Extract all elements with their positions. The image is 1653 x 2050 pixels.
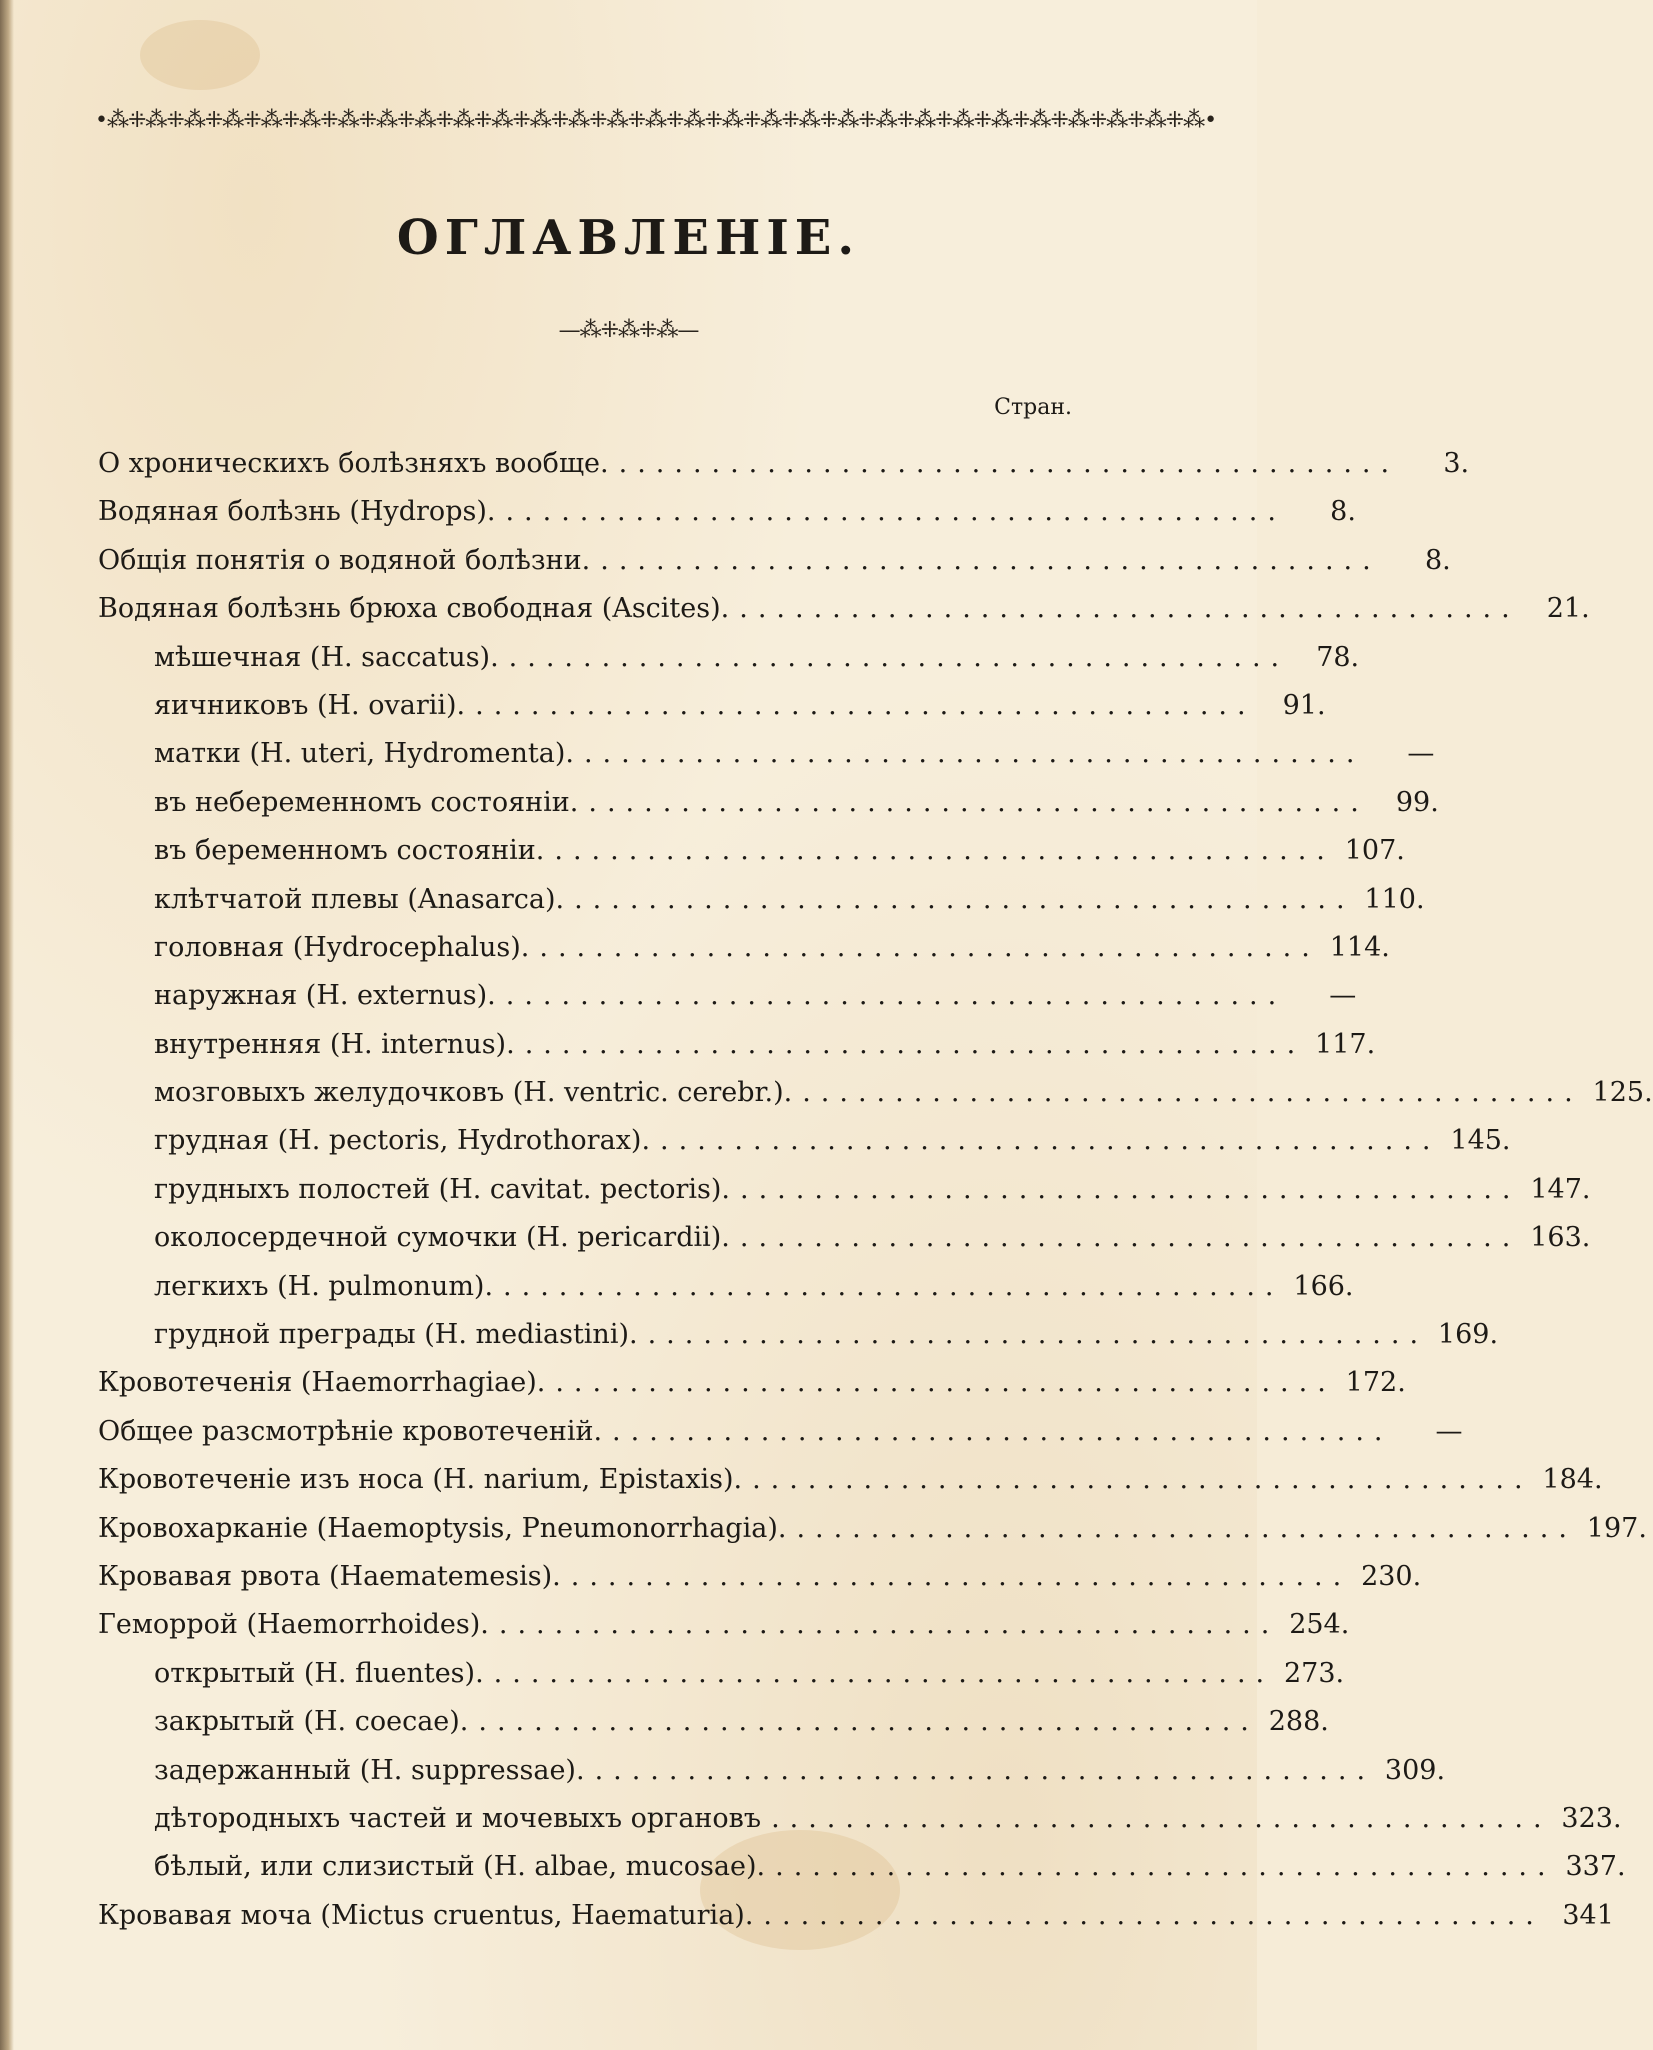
toc-entry <box>98 1795 1622 1843</box>
toc-entry-page: 166. <box>1293 1270 1354 1302</box>
toc-entry <box>98 924 1390 972</box>
toc-entry-title: Кровавая рвота (Haematemesis). <box>98 1560 561 1592</box>
toc-entry <box>98 730 1435 778</box>
title-ornament: —⁂⁜⁂⁜⁂— <box>558 318 699 343</box>
toc-entry <box>98 1021 1376 1069</box>
toc-entry <box>98 440 1470 488</box>
toc-entry-page: 163. <box>1530 1222 1591 1254</box>
toc-entry-title: открытый (H. fluentes). <box>154 1657 484 1689</box>
toc-entry-title: въ беременномъ состояніи. <box>154 835 545 867</box>
toc-entry <box>98 1650 1345 1698</box>
toc-entry-title: головная (Hydrocephalus). <box>154 931 530 963</box>
toc-entry <box>98 1408 1463 1456</box>
leader-dots: .......................................... <box>660 1125 1441 1157</box>
toc-entry <box>98 1698 1329 1746</box>
leader-dots: .......................................... <box>752 1464 1533 1496</box>
toc-entry-title: Общія понятія о водяной болѣзни. <box>98 544 591 576</box>
toc-entry-page: 147. <box>1530 1173 1591 1205</box>
toc-entry-title: яичниковъ (H. ovarii). <box>154 689 466 721</box>
toc-entry <box>98 1505 1647 1553</box>
toc-entry <box>98 1263 1354 1311</box>
toc-entry-page: — <box>1329 980 1357 1012</box>
leader-dots: .......................................... <box>594 1754 1376 1786</box>
toc-entry <box>98 972 1357 1020</box>
toc-entry <box>98 1456 1603 1504</box>
leader-dots: .......................................... <box>583 738 1365 770</box>
page-title: ОГЛАВЛЕНІЕ. <box>396 210 861 266</box>
toc-entry-title: закрытый (H. coecae). <box>154 1706 469 1738</box>
leader-dots: .......................................... <box>503 1270 1284 1302</box>
leader-dots: .......................................... <box>600 544 1381 576</box>
toc-entry-page: 3. <box>1443 448 1470 479</box>
toc-entry-page: 273. <box>1284 1657 1345 1689</box>
toc-entry-page: 169. <box>1437 1319 1499 1351</box>
toc-entry-page: 107. <box>1344 835 1405 867</box>
toc-entry-title: околосердечной сумочки (H. pericardii). <box>154 1222 730 1254</box>
toc-entry <box>98 1747 1446 1795</box>
toc-entry-page: 99. <box>1395 786 1439 818</box>
toc-entry-title: дѣтородныхъ частей и мочевыхъ органовъ <box>154 1802 762 1834</box>
toc-entry-title: наружная (H. externus). <box>154 980 496 1012</box>
toc-entry <box>98 1311 1499 1359</box>
leader-dots: .......................................... <box>478 1706 1259 1738</box>
toc-entry-title: внутренняя (H. internus). <box>154 1028 515 1060</box>
toc-entry-title: Кровохарканіе (Haemoptysis, Pneumonorrhagia). <box>98 1512 787 1544</box>
toc-entry-page: 172. <box>1345 1367 1406 1399</box>
toc-entry-page: 8. <box>1330 496 1356 528</box>
leader-dots: .......................................... <box>588 786 1369 818</box>
leader-dots: .......................................... <box>498 1609 1280 1641</box>
toc-entry-title: Кровотеченіе изъ носа (H. narium, Epistaxis). <box>98 1464 743 1496</box>
toc-entry-page: — <box>1407 738 1435 770</box>
toc-entry <box>98 1359 1406 1407</box>
toc-entry-page: 337. <box>1565 1851 1626 1883</box>
leader-dots: .......................................... <box>612 1415 1393 1447</box>
leader-dots: .......................................... <box>647 1319 1429 1351</box>
toc-entry-page: 8. <box>1424 544 1451 576</box>
leader-dots: .......................................... <box>618 448 1400 479</box>
toc-entry <box>98 585 1590 633</box>
toc-entry <box>98 634 1360 682</box>
toc-entry-page: 254. <box>1289 1609 1350 1641</box>
toc-entry-page: 21. <box>1546 593 1590 625</box>
toc-entry-title: грудная (H. pectoris, Hydrothorax). <box>154 1125 651 1157</box>
toc-entry <box>98 1892 1614 1940</box>
toc-entry <box>98 1166 1591 1214</box>
toc-entry-page: 117. <box>1315 1028 1376 1060</box>
leader-dots: .......................................... <box>508 641 1290 673</box>
toc-entry-page: 145. <box>1450 1125 1511 1157</box>
leader-dots: .......................................... <box>475 689 1256 721</box>
toc-entry <box>98 1117 1511 1165</box>
toc-entry-page: 309. <box>1384 1754 1446 1786</box>
leader-dots: .......................................... <box>539 931 1320 963</box>
toc-entry-title: матки (H. uteri, Hydromenta). <box>154 738 574 770</box>
toc-entry-page: 197. <box>1586 1512 1647 1544</box>
toc-entry-title: грудныхъ полостей (H. cavitat. pectoris). <box>154 1173 731 1205</box>
toc-entry-title: грудной преграды (H. mediastini). <box>154 1319 638 1351</box>
toc-entry-page: 288. <box>1268 1706 1329 1738</box>
toc-entry-page: 230. <box>1361 1560 1422 1592</box>
toc-entry-title: Водяная болѣзнь (Hydrops). <box>98 496 496 528</box>
toc-entry <box>98 1601 1350 1649</box>
toc-entry-title: Геморрой (Haemorrhoides). <box>98 1609 489 1641</box>
top-ornament-border: •⁂⁜⁂⁜⁂⁜⁂⁜⁂⁜⁂⁜⁂⁜⁂⁜⁂⁜⁂⁜⁂⁜⁂⁜⁂⁜⁂⁜⁂⁜⁂⁜⁂⁜⁂⁜⁂⁜⁂⁜⁂⁜⁂⁜⁂⁜⁂⁜⁂⁜⁂⁜⁂⁜⁂⁜⁂• <box>95 108 1217 133</box>
toc-entry-page: 323. <box>1561 1802 1622 1834</box>
leader-dots: .......................................... <box>554 835 1335 867</box>
leader-dots: .......................................... <box>505 980 1287 1012</box>
toc-entry-page: 184. <box>1542 1464 1603 1496</box>
leader-dots: .......................................... <box>775 1851 1556 1883</box>
toc-entry-title: Кровотеченія (Haemorrhagiae). <box>98 1367 546 1399</box>
toc-entry-page: — <box>1435 1415 1463 1447</box>
table-of-contents <box>98 440 1653 1940</box>
toc-entry <box>98 1069 1653 1117</box>
toc-entry <box>98 1214 1591 1262</box>
toc-entry-title: Кровавая моча (Mictus cruentus, Haematuria). <box>98 1899 754 1931</box>
toc-entry <box>98 876 1425 924</box>
toc-entry-page: 91. <box>1282 689 1326 721</box>
toc-entry-title: Общее разсмотрѣніе кровотеченій. <box>98 1415 603 1447</box>
leader-dots: .......................................... <box>796 1512 1577 1544</box>
leader-dots: .......................................... <box>555 1367 1336 1399</box>
leader-dots: .......................................... <box>570 1560 1352 1592</box>
toc-entry-page: 110. <box>1364 883 1425 915</box>
leader-dots: .......................................... <box>739 593 1520 625</box>
leader-dots: .......................................... <box>763 1899 1544 1931</box>
toc-entry-title: бѣлый, или слизистый (H. albae, mucosae). <box>154 1851 766 1883</box>
toc-entry-title: легкихъ (H. pulmonum). <box>154 1270 494 1302</box>
page-binding-edge <box>0 0 14 2050</box>
leader-dots: .......................................... <box>574 883 1355 915</box>
toc-entry <box>98 779 1439 827</box>
toc-entry-title: въ небеременномъ состояніи. <box>154 786 579 818</box>
toc-entry <box>98 682 1326 730</box>
leader-dots: .......................................... <box>771 1802 1552 1834</box>
toc-entry-page: 114. <box>1329 931 1390 963</box>
toc-entry <box>98 827 1405 875</box>
leader-dots: .......................................... <box>739 1222 1521 1254</box>
toc-entry <box>98 1843 1626 1891</box>
leader-dots: .......................................... <box>802 1077 1583 1109</box>
leader-dots: .......................................... <box>740 1173 1521 1205</box>
toc-entry <box>98 537 1451 585</box>
toc-entry-page: 341 <box>1562 1899 1614 1931</box>
toc-entry-title: мѣшечная (H. saccatus). <box>154 641 499 673</box>
paper-stain <box>140 20 260 90</box>
toc-entry-page: 78. <box>1316 641 1360 673</box>
toc-entry <box>98 488 1356 536</box>
toc-entry-title: клѣтчатой плевы (Anasarca). <box>154 883 565 915</box>
toc-entry-title: Водяная болѣзнь брюха свободная (Ascites). <box>98 593 730 625</box>
toc-entry <box>98 1553 1422 1601</box>
page-column-label: Стран. <box>994 395 1072 420</box>
leader-dots: .......................................... <box>493 1657 1275 1689</box>
toc-entry-title: мозговыхъ желудочковъ (H. ventric. cerebr.). <box>154 1077 793 1109</box>
toc-entry-page: 125. <box>1592 1077 1653 1109</box>
toc-entry-title: О хроническихъ болѣзняхъ вообще. <box>98 448 609 479</box>
toc-entry-title: задержанный (H. suppressae). <box>154 1754 585 1786</box>
leader-dots: .......................................... <box>524 1028 1306 1060</box>
leader-dots: .......................................... <box>505 496 1286 528</box>
